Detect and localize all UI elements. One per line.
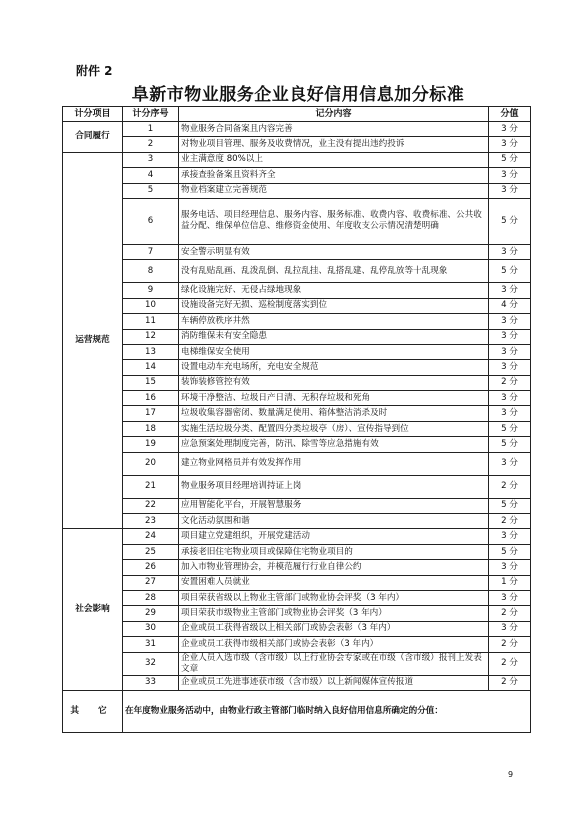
points-cell: 3 分 <box>489 314 531 329</box>
content-cell: 项目荣获省级以上物业主管部门或物业协会评奖（3 年内） <box>179 590 489 605</box>
content-cell: 设置电动车充电场所，充电安全规范 <box>179 360 489 375</box>
seq-cell: 30 <box>123 621 179 636</box>
table-row <box>63 283 531 298</box>
points-cell: 2 分 <box>489 475 531 498</box>
content-cell: 企业人员入选市级（含市级）以上行业协会专家或在市级（含市级）报刊上发表文章 <box>179 652 489 675</box>
content-cell: 电梯维保安全使用 <box>179 344 489 359</box>
table-row <box>63 544 531 559</box>
table-row <box>63 391 531 406</box>
seq-cell: 32 <box>123 652 179 675</box>
points-cell: 3 分 <box>489 590 531 605</box>
seq-cell: 5 <box>123 183 179 198</box>
table-row <box>63 314 531 329</box>
table-row <box>63 183 531 198</box>
seq-cell: 18 <box>123 421 179 436</box>
table-row <box>63 244 531 259</box>
content-cell: 应用智能化平台，开展智慧服务 <box>179 498 489 513</box>
content-cell: 实施生活垃圾分类、配置四分类垃圾亭（房）、宣传指导到位 <box>179 421 489 436</box>
seq-cell: 14 <box>123 360 179 375</box>
table-row <box>63 475 531 498</box>
seq-cell: 22 <box>123 498 179 513</box>
table-row <box>63 260 531 283</box>
document-title: 阜新市物业服务企业良好信用信息加分标准 <box>131 85 465 105</box>
points-cell: 3 分 <box>489 560 531 575</box>
content-cell: 没有乱贴乱画、乱泼乱倒、乱拉乱挂、乱搭乱建、乱停乱放等十乱现象 <box>179 260 489 283</box>
points-cell: 2 分 <box>489 514 531 529</box>
seq-cell: 12 <box>123 329 179 344</box>
seq-cell: 4 <box>123 168 179 183</box>
points-cell: 1 分 <box>489 575 531 590</box>
table-row <box>63 122 531 137</box>
points-cell: 3 分 <box>489 344 531 359</box>
attachment-label: 附件 2 <box>76 64 113 78</box>
seq-cell: 7 <box>123 244 179 259</box>
seq-cell: 31 <box>123 637 179 652</box>
table-row <box>63 575 531 590</box>
table-row <box>63 452 531 475</box>
points-cell: 2 分 <box>489 675 531 690</box>
points-cell: 3 分 <box>489 329 531 344</box>
table-row <box>63 590 531 605</box>
points-cell: 4 分 <box>489 298 531 313</box>
content-cell: 项目建立党建组织，开展党建活动 <box>179 529 489 544</box>
seq-cell: 13 <box>123 344 179 359</box>
table-row <box>63 621 531 636</box>
content-cell: 企业或员工获得省级以上相关部门或协会表彰（3 年内） <box>179 621 489 636</box>
content-cell: 绿化设施完好、无侵占绿地现象 <box>179 283 489 298</box>
seq-cell: 26 <box>123 560 179 575</box>
table-header-row <box>63 107 531 122</box>
seq-cell: 1 <box>123 122 179 137</box>
content-cell: 物业服务项目经理培训持证上岗 <box>179 475 489 498</box>
table-row <box>63 498 531 513</box>
table-row <box>63 344 531 359</box>
content-cell: 企业或员工先进事迹获市级（含市级）以上新闻媒体宣传报道 <box>179 675 489 690</box>
header-seq: 计分序号 <box>123 107 179 122</box>
points-cell: 5 分 <box>489 198 531 244</box>
table-row <box>63 152 531 167</box>
points-cell: 2 分 <box>489 606 531 621</box>
content-cell: 建立物业网格员并有效发挥作用 <box>179 452 489 475</box>
seq-cell: 20 <box>123 452 179 475</box>
table-row <box>63 529 531 544</box>
points-cell: 3 分 <box>489 452 531 475</box>
seq-cell: 21 <box>123 475 179 498</box>
points-cell: 3 分 <box>489 406 531 421</box>
points-cell: 3 分 <box>489 621 531 636</box>
content-cell: 文化活动氛围和谐 <box>179 514 489 529</box>
seq-cell: 15 <box>123 375 179 390</box>
category-cell: 运营规范 <box>63 152 123 529</box>
header-category: 计分项目 <box>63 107 123 122</box>
table-row <box>63 360 531 375</box>
points-cell: 5 分 <box>489 421 531 436</box>
content-cell: 加入市物业管理协会，并模范履行行业自律公约 <box>179 560 489 575</box>
content-cell: 对物业项目管理、服务及收费情况，业主没有提出违约投诉 <box>179 137 489 152</box>
content-cell: 服务电话、项目经理信息、服务内容、服务标准、收费内容、收费标准、公共收益分配、维保单位信息、维修资金使用、年度收支公示情况清楚明确 <box>179 198 489 244</box>
table-row <box>63 329 531 344</box>
table-row <box>63 168 531 183</box>
content-cell: 车辆停放秩序井然 <box>179 314 489 329</box>
table-row <box>63 375 531 390</box>
seq-cell: 19 <box>123 437 179 452</box>
table-row <box>63 637 531 652</box>
points-cell: 2 分 <box>489 652 531 675</box>
points-cell: 3 分 <box>489 122 531 137</box>
seq-cell: 2 <box>123 137 179 152</box>
table-row <box>63 652 531 675</box>
table-row <box>63 137 531 152</box>
content-cell: 物业服务合同备案且内容完善 <box>179 122 489 137</box>
points-cell: 5 分 <box>489 544 531 559</box>
other-text: 在年度物业服务活动中，由物业行政主管部门临时纳入良好信用信息所确定的分值： <box>123 690 531 732</box>
seq-cell: 8 <box>123 260 179 283</box>
content-cell: 安全警示明显有效 <box>179 244 489 259</box>
seq-cell: 6 <box>123 198 179 244</box>
table-row <box>63 421 531 436</box>
table-row <box>63 298 531 313</box>
content-cell: 承接老旧住宅物业项目或保障住宅物业项目的 <box>179 544 489 559</box>
content-cell: 项目荣获市级物业主管部门或物业协会评奖（3 年内） <box>179 606 489 621</box>
points-cell: 3 分 <box>489 168 531 183</box>
content-cell: 消防维保未有安全隐患 <box>179 329 489 344</box>
points-cell: 3 分 <box>489 244 531 259</box>
seq-cell: 16 <box>123 391 179 406</box>
seq-cell: 28 <box>123 590 179 605</box>
content-cell: 设施设备完好无损、巡检制度落实到位 <box>179 298 489 313</box>
points-cell: 3 分 <box>489 391 531 406</box>
points-cell: 3 分 <box>489 283 531 298</box>
points-cell: 3 分 <box>489 529 531 544</box>
content-cell: 承接查验备案且资料齐全 <box>179 168 489 183</box>
content-cell: 环境干净整洁、垃圾日产日清、无积存垃圾和死角 <box>179 391 489 406</box>
seq-cell: 23 <box>123 514 179 529</box>
seq-cell: 33 <box>123 675 179 690</box>
content-cell: 安置困难人员就业 <box>179 575 489 590</box>
seq-cell: 3 <box>123 152 179 167</box>
seq-cell: 10 <box>123 298 179 313</box>
table-row <box>63 606 531 621</box>
table-row <box>63 198 531 244</box>
points-cell: 3 分 <box>489 360 531 375</box>
content-cell: 企业或员工获得市级相关部门或协会表彰（3 年内） <box>179 637 489 652</box>
content-cell: 应急预案处理制度完善，防汛、除雪等应急措施有效 <box>179 437 489 452</box>
points-cell: 5 分 <box>489 437 531 452</box>
table-row <box>63 514 531 529</box>
content-cell: 装饰装修管控有效 <box>179 375 489 390</box>
points-cell: 2 分 <box>489 375 531 390</box>
content-cell: 物业档案建立完善规范 <box>179 183 489 198</box>
points-cell: 3 分 <box>489 183 531 198</box>
table-row <box>63 406 531 421</box>
category-cell: 合同履行 <box>63 122 123 153</box>
seq-cell: 29 <box>123 606 179 621</box>
header-points: 分值 <box>489 107 531 122</box>
other-row <box>63 690 531 732</box>
header-content: 记分内容 <box>179 107 489 122</box>
seq-cell: 17 <box>123 406 179 421</box>
seq-cell: 9 <box>123 283 179 298</box>
seq-cell: 25 <box>123 544 179 559</box>
points-cell: 2 分 <box>489 637 531 652</box>
points-cell: 5 分 <box>489 152 531 167</box>
table-row <box>63 437 531 452</box>
seq-cell: 24 <box>123 529 179 544</box>
other-label: 其 它 <box>63 690 123 732</box>
content-cell: 垃圾收集容器密闭、数量满足使用、箱体整洁消杀及时 <box>179 406 489 421</box>
seq-cell: 27 <box>123 575 179 590</box>
content-cell: 业主满意度 80%以上 <box>179 152 489 167</box>
points-cell: 5 分 <box>489 260 531 283</box>
category-cell: 社会影响 <box>63 529 123 691</box>
table-row <box>63 675 531 690</box>
scoring-table <box>62 106 531 733</box>
seq-cell: 11 <box>123 314 179 329</box>
page-number: 9 <box>508 770 514 779</box>
points-cell: 5 分 <box>489 498 531 513</box>
points-cell: 3 分 <box>489 137 531 152</box>
table-row <box>63 560 531 575</box>
